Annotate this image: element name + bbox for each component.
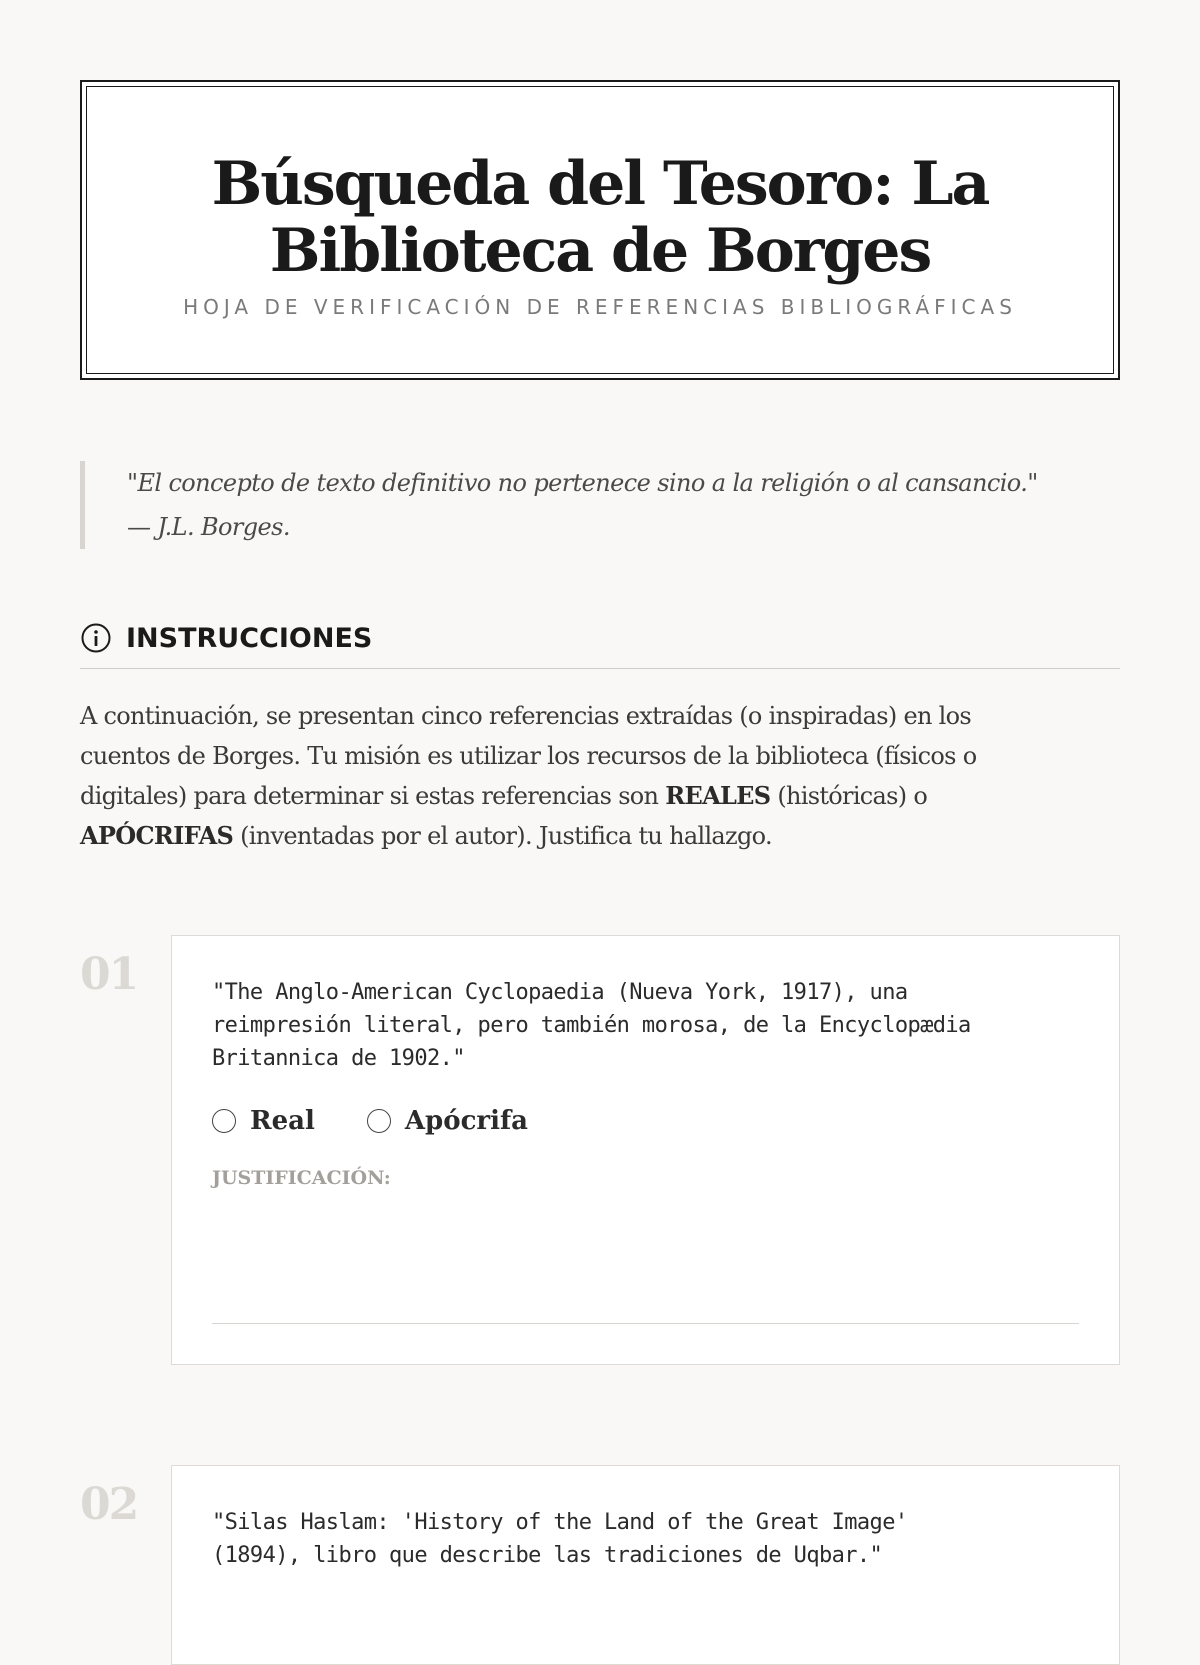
instructions-heading [80, 620, 1120, 669]
info-icon [80, 622, 112, 654]
page [80, 80, 1120, 1568]
instructions-title: INSTRUCCIONES [126, 622, 373, 654]
radio-apocrypha[interactable] [367, 1109, 391, 1133]
reference-number: 01 [80, 949, 138, 1000]
reference-card [171, 935, 1120, 1365]
title-card [80, 80, 1120, 380]
instructions-line: A continuación, se presentan cinco referencias extraídas (o inspiradas) en los [80, 702, 971, 730]
keyword-reales: REALES [665, 781, 771, 810]
reference-text [212, 976, 1079, 1075]
reference-text-line: Britannica de 1902." [212, 1046, 465, 1071]
option-apocrypha-label[interactable]: Apócrifa [404, 1106, 529, 1136]
answer-options [212, 1105, 1079, 1137]
justification-label: JUSTIFICACIÓN: [212, 1167, 391, 1189]
instructions-line [80, 816, 1120, 856]
option-real-label[interactable]: Real [250, 1106, 315, 1136]
reference-card [171, 1465, 1120, 1665]
keyword-apocrifas: APÓCRIFAS [80, 821, 234, 850]
quote-text: "El concepto de texto definitivo no pertenece sino a la religión o al cansancio." [127, 469, 1038, 497]
reference-text [212, 1506, 1079, 1572]
justification-field[interactable] [212, 1197, 1079, 1324]
reference-text-line: "Silas Haslam: 'History of the Land of the Great Image' [212, 1510, 908, 1535]
page-title: Búsqueda del Tesoro: La Biblioteca de Borges [211, 149, 989, 286]
title-card-inner-border [86, 86, 1114, 374]
reference-text-line: "The Anglo-American Cyclopaedia (Nueva York, 1917), una [212, 980, 908, 1005]
quote-attribution: — J.L. Borges. [127, 513, 290, 541]
option-real[interactable] [212, 1106, 315, 1136]
instructions-line: cuentos de Borges. Tu misión es utilizar los recursos de la biblioteca (físicos o [80, 742, 977, 770]
reference-text-line: (1894), libro que describe las tradiciones de Uqbar." [212, 1543, 883, 1568]
instructions-text [80, 696, 1120, 856]
radio-real[interactable] [212, 1109, 236, 1133]
reference-text-line: reimpresión literal, pero también morosa, de la Encyclopædia [212, 1013, 971, 1038]
reference-number: 02 [80, 1479, 138, 1530]
instructions-fragment: (inventadas por el autor). Justifica tu hallazgo. [233, 822, 772, 850]
instructions-line [80, 776, 1120, 816]
instructions-fragment: (históricas) o [770, 782, 928, 810]
instructions-fragment: digitales) para determinar si estas referencias son [80, 782, 666, 810]
option-apocrypha[interactable] [367, 1106, 528, 1136]
epigraph-quote [80, 461, 1120, 549]
page-subtitle: HOJA DE VERIFICACIÓN DE REFERENCIAS BIBLIOGRÁFICAS [183, 295, 1017, 319]
